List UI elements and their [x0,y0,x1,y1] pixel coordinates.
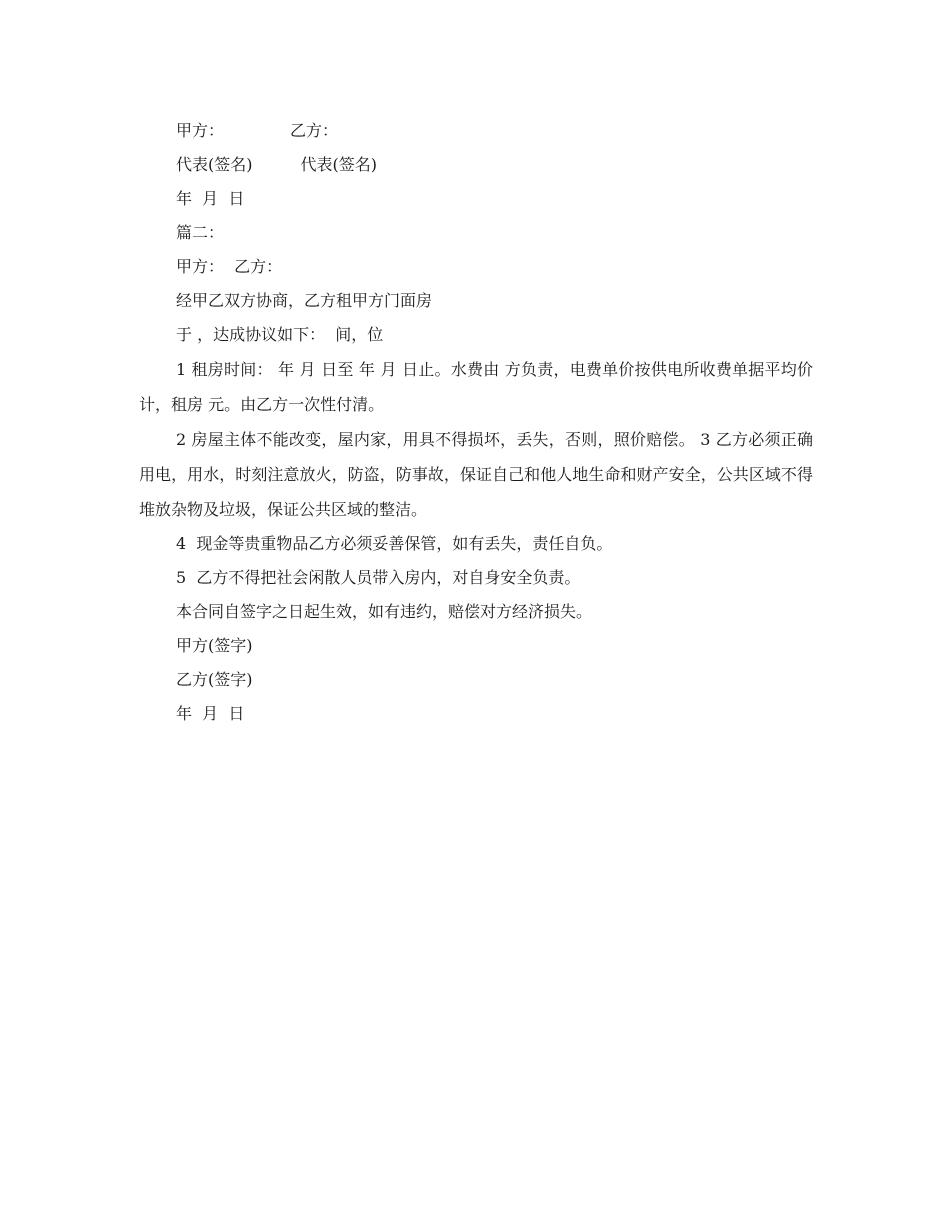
effect-clause: 本合同自签字之日起生效，如有违约，赔偿对方经济损失。 [176,602,593,621]
party-a-signature: 甲方(签字) [176,636,253,655]
intro-line: 经甲乙双方协商，乙方租甲方门面房 [176,291,433,310]
clause-4: 4 现金等贵重物品乙方必须妥善保管，如有丢失，责任自负。 [176,534,613,553]
section-title: 篇二： [176,223,225,242]
location-line: 于 ，达成协议如下： 间，位 [176,325,384,344]
party-a-label: 甲方： [176,121,225,140]
signature-rep-line [139,148,813,182]
rep-a-label: 代表(签名) [176,155,253,174]
rep-b-label: 代表(签名) [300,155,377,174]
final-date: 年 月 日 [176,704,245,723]
clause-2-3: 2 房屋主体不能改变，屋内家，用具不得损坏，丢失，否则，照价赔偿。 3 乙方必须正确用电，用水，时刻注意放火，防盗，防事故，保证自己和他人地生命和财产安全，公共区域不得堆放杂物及垃圾，保证公共区域的整洁。 [139,430,813,519]
clause-1: 1 租房时间： 年 月 日至 年 月 日止。水费由 方负责，电费单价按供电所收费单据平均价计，租房 元。由乙方一次性付清。 [139,360,813,414]
signature-date: 年 月 日 [176,189,245,208]
clause-5: 5 乙方不得把社会闲散人员带入房内，对自身安全负责。 [176,568,581,587]
signature-party-line [139,114,813,148]
party-b-signature: 乙方(签字) [176,670,253,689]
party-b-label: 乙方： [290,121,339,140]
document-body [139,114,813,731]
parties-line: 甲方： 乙方： [176,257,283,276]
